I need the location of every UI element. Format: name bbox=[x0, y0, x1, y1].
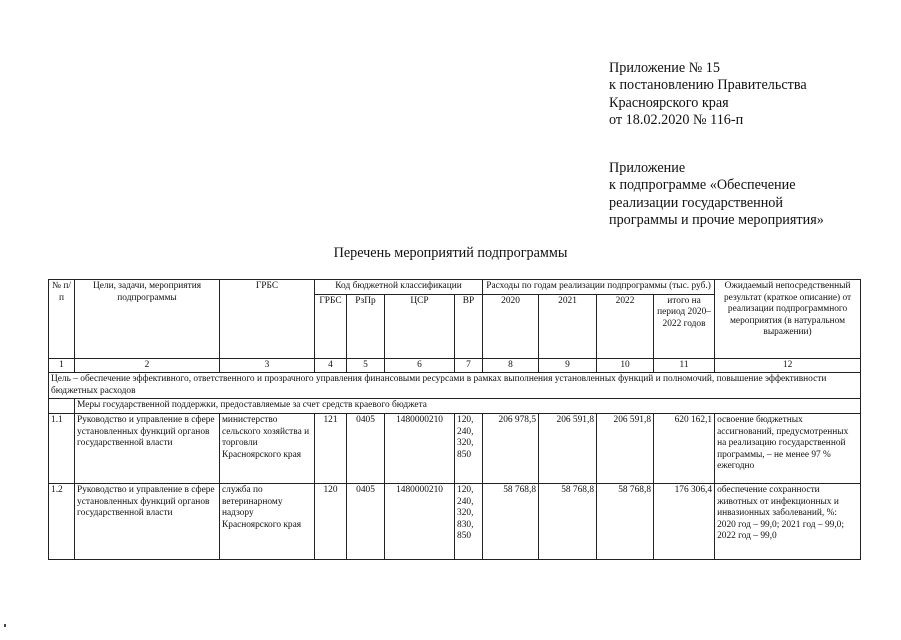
col-header-vr: ВР bbox=[455, 294, 483, 358]
column-number: 4 bbox=[315, 358, 347, 373]
row-2022: 206 591,8 bbox=[597, 413, 654, 483]
column-number: 7 bbox=[455, 358, 483, 373]
row-grbs-name: служба по ветеринарному надзору Красноярского края bbox=[220, 483, 315, 559]
measures-table bbox=[48, 279, 861, 560]
col-header-sub-grbs: ГРБС bbox=[315, 294, 347, 358]
row-2021: 206 591,8 bbox=[539, 413, 597, 483]
appendix-line: к постановлению Правительства bbox=[609, 77, 807, 94]
row-result: обеспечение сохранности животных от инфекционных и инвазионных заболеваний, %: 2020 год – 99,0; 2021 год – 99,0; 2022 год – 99,0 bbox=[715, 483, 861, 559]
row-grbs: 121 bbox=[315, 413, 347, 483]
col-header-total: итого на период 2020–2022 годов bbox=[654, 294, 715, 358]
col-header-2022: 2022 bbox=[597, 294, 654, 358]
col-header-2021: 2021 bbox=[539, 294, 597, 358]
task-row bbox=[49, 399, 861, 414]
col-header-goals: Цели, задачи, мероприятия подпрограммы bbox=[75, 280, 220, 359]
row-number: 1.1 bbox=[49, 413, 75, 483]
sub-appendix-line: реализации государственной bbox=[609, 194, 783, 211]
goal-row bbox=[49, 373, 861, 399]
column-number: 8 bbox=[483, 358, 539, 373]
appendix-line: Приложение № 15 bbox=[609, 60, 720, 76]
column-number: 2 bbox=[75, 358, 220, 373]
table-row bbox=[49, 413, 861, 483]
goal-text: Цель – обеспечение эффективного, ответственного и прозрачного управления финансовыми ресурсами в рамках выполнения установленных функций и полномочий, повышение эффективности бюджетных расходов bbox=[49, 373, 861, 399]
column-number: 9 bbox=[539, 358, 597, 373]
column-number: 6 bbox=[385, 358, 455, 373]
page-title: Перечень мероприятий подпрограммы bbox=[333, 245, 568, 261]
col-header-rzpr: РзПр bbox=[347, 294, 385, 358]
col-header-csr: ЦСР bbox=[385, 294, 455, 358]
column-number: 11 bbox=[654, 358, 715, 373]
row-name: Руководство и управление в сфере установленных функций органов государственной власти bbox=[75, 483, 220, 559]
appendix-line: от 18.02.2020 № 116-п bbox=[609, 111, 744, 128]
row-result: освоение бюджетных ассигнований, предусмотренных на реализацию государственной программы, – не менее 97 % ежегодно bbox=[715, 413, 861, 483]
row-grbs-name: министерство сельского хозяйства и торговли Красноярского края bbox=[220, 413, 315, 483]
row-name: Руководство и управление в сфере установленных функций органов государственной власти bbox=[75, 413, 220, 483]
column-number: 3 bbox=[220, 358, 315, 373]
column-number: 5 bbox=[347, 358, 385, 373]
row-2020: 58 768,8 bbox=[483, 483, 539, 559]
row-rzpr: 0405 bbox=[347, 483, 385, 559]
row-total: 620 162,1 bbox=[654, 413, 715, 483]
row-csr: 1480000210 bbox=[385, 483, 455, 559]
col-header-result: Ожидаемый непосредственный результат (краткое описание) от реализации подпрограммного мероприятия (в натуральном выражении) bbox=[715, 280, 861, 359]
column-number: 1 bbox=[49, 358, 75, 373]
row-vr: 120, 240, 320, 830, 850 bbox=[455, 483, 483, 559]
column-number-row bbox=[49, 358, 861, 373]
row-2021: 58 768,8 bbox=[539, 483, 597, 559]
col-header-grbs: ГРБС bbox=[220, 280, 315, 359]
row-csr: 1480000210 bbox=[385, 413, 455, 483]
sub-appendix-line: к подпрограмме «Обеспечение bbox=[609, 177, 796, 194]
col-header-expenses: Расходы по годам реализации подпрограммы (тыс. руб.) bbox=[483, 280, 715, 295]
document-header bbox=[609, 60, 889, 229]
col-header-num: № п/п bbox=[49, 280, 75, 359]
subprogram-appendix-block bbox=[609, 160, 889, 229]
row-2020: 206 978,5 bbox=[483, 413, 539, 483]
table-row bbox=[49, 483, 861, 559]
header-row bbox=[49, 280, 861, 295]
column-number: 10 bbox=[597, 358, 654, 373]
col-header-2020: 2020 bbox=[483, 294, 539, 358]
appendix-line: Красноярского края bbox=[609, 94, 729, 111]
row-total: 176 306,4 bbox=[654, 483, 715, 559]
task-text: Меры государственной поддержки, предоставляемые за счет средств краевого бюджета bbox=[75, 399, 861, 414]
row-grbs: 120 bbox=[315, 483, 347, 559]
row-rzpr: 0405 bbox=[347, 413, 385, 483]
col-header-code: Код бюджетной классификации bbox=[315, 280, 483, 295]
column-number: 12 bbox=[715, 358, 861, 373]
sub-appendix-line: программы и прочие мероприятия» bbox=[609, 212, 824, 229]
row-number: 1.2 bbox=[49, 483, 75, 559]
scan-artifact bbox=[4, 624, 6, 627]
appendix-block bbox=[609, 60, 889, 129]
row-vr: 120, 240, 320, 850 bbox=[455, 413, 483, 483]
sub-appendix-line: Приложение bbox=[609, 160, 686, 177]
row-2022: 58 768,8 bbox=[597, 483, 654, 559]
